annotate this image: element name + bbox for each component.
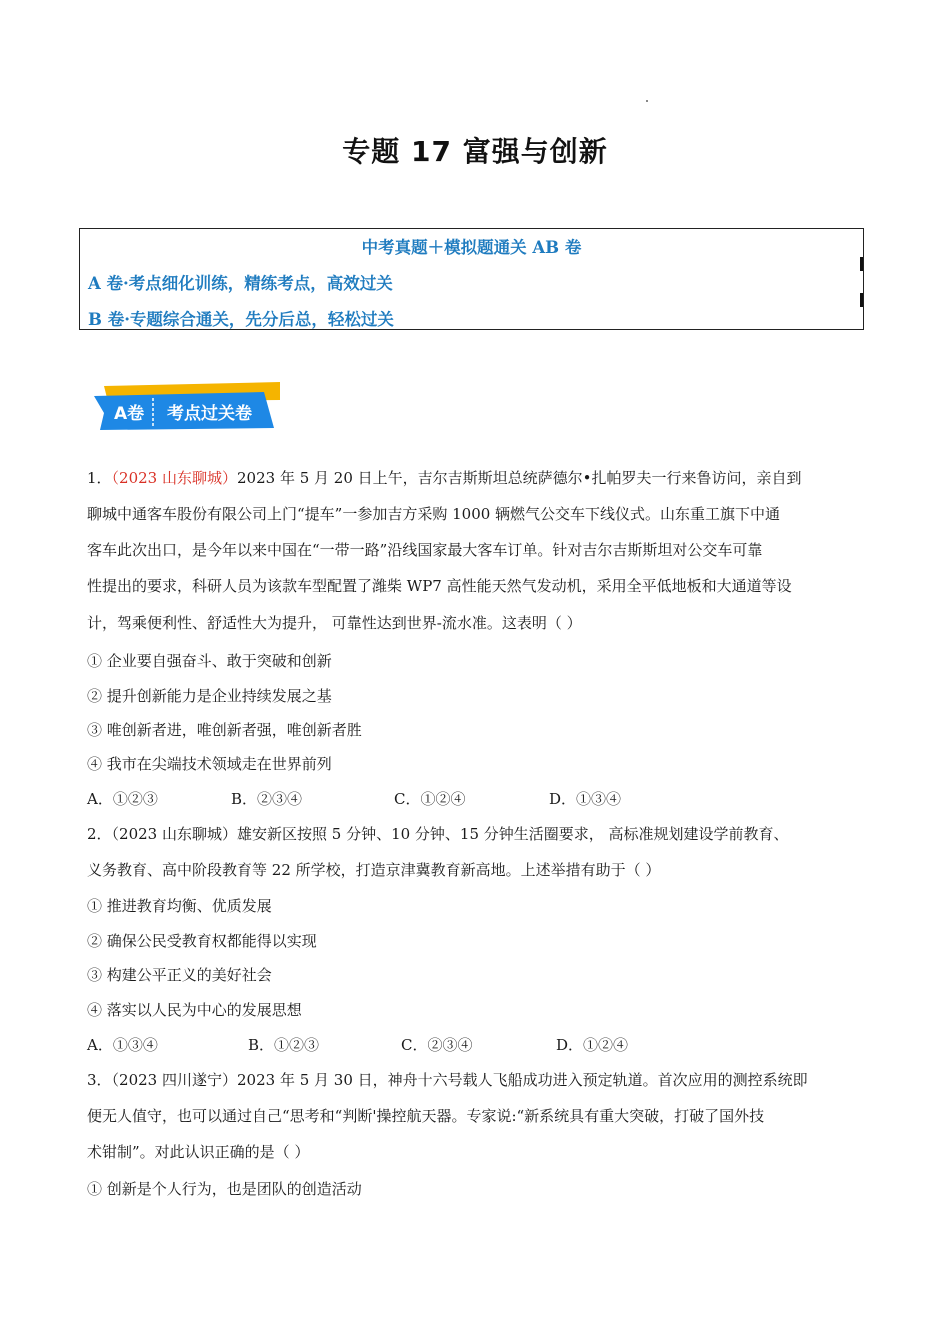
statement-item: ② 提升创新能力是企业持续发展之基 [87, 687, 332, 705]
question-line: 性提出的要求，科研人员为该款车型配置了潍柴 WP7 高性能天然气发动机，采用全平低地板和大通道等设 [87, 577, 792, 595]
question-line: 计，驾乘便利性、舒适性大为提升， 可靠性达到世界-流水准。这表明（ ） [87, 614, 582, 632]
info-line-1: 中考真题＋模拟题通关 AB 卷 [361, 238, 582, 257]
info-line-2: A 卷·考点细化训练，精练考点，高效过关 [88, 274, 393, 293]
info-line-3: B 卷·专题综合通关，先分后总，轻松过关 [88, 310, 394, 329]
option-c[interactable]: C．②③④ [401, 1036, 473, 1054]
question-line: 义务教育、高中阶段教育等 22 所学校，打造京津冀教育新高地。上述举措有助于（ ） [87, 861, 661, 879]
question-text: 2023 年 5 月 30 日，神舟十六号载人飞船成功进入预定轨道。首次应用的测控系统即 [237, 1071, 808, 1089]
statement-item: ① 创新是个人行为，也是团队的创造活动 [87, 1180, 362, 1198]
option-b[interactable]: B．①②③ [248, 1036, 320, 1054]
question-line: 客车此次出口，是今年以来中国在“一带一路”沿线国家最大客车订单。针对吉尔吉斯斯坦对公交车可靠 [87, 541, 763, 559]
page-title: 专题 17 富强与创新 [342, 135, 608, 168]
question-line [87, 468, 802, 488]
question-source: （2023 山东聊城） [111, 825, 237, 843]
statement-item: ④ 落实以人民为中心的发展思想 [87, 1001, 302, 1019]
question-line: 便无人值守，也可以通过自己“思考和“判断'操控航天器。专家说:“新系统具有重大突破，打破了国外技 [87, 1107, 765, 1125]
banner-tag: A卷 [114, 404, 145, 424]
question-line [87, 824, 789, 844]
statement-item: ③ 构建公平正义的美好社会 [87, 966, 272, 984]
question-line [87, 1070, 808, 1090]
option-a[interactable]: A．①③④ [87, 1036, 158, 1054]
stray-dot [646, 100, 648, 102]
question-number: 2． [87, 825, 112, 843]
question-line: 术钳制”。对此认识正确的是（ ） [87, 1143, 310, 1161]
statement-item: ② 确保公民受教育权都能得以实现 [87, 932, 317, 950]
option-c[interactable]: C．①②④ [394, 790, 466, 808]
statement-item: ③ 唯创新者进，唯创新者强，唯创新者胜 [87, 721, 362, 739]
info-box [79, 228, 864, 330]
statement-item: ① 企业要自强奋斗、敢于突破和创新 [87, 652, 332, 670]
option-a[interactable]: A．①②③ [87, 790, 158, 808]
question-text: 雄安新区按照 5 分钟、10 分钟、15 分钟生活圈要求， 高标准规划建设学前教育、 [237, 825, 789, 843]
border-mark [860, 257, 863, 271]
banner-label: 考点过关卷 [167, 404, 252, 424]
option-d[interactable]: D．①②④ [556, 1036, 629, 1054]
option-d[interactable]: D．①③④ [549, 790, 622, 808]
question-source: （2023 山东聊城） [111, 469, 237, 487]
question-number: 3． [87, 1071, 112, 1089]
question-line: 聊城中通客车股份有限公司上门“提车”一参加吉方采购 1000 辆燃气公交车下线仪式。山东重工旗下中通 [87, 505, 781, 523]
statement-item: ④ 我市在尖端技术领域走在世界前列 [87, 755, 332, 773]
question-source: （2023 四川遂宁） [111, 1071, 237, 1089]
option-b[interactable]: B．②③④ [231, 790, 303, 808]
question-number: 1． [87, 469, 112, 487]
statement-item: ① 推进教育均衡、优质发展 [87, 897, 272, 915]
border-mark [860, 293, 863, 307]
question-text: 2023 年 5 月 20 日上午，吉尔吉斯斯坦总统萨德尔•扎帕罗夫一行来鲁访问，亲自到 [237, 469, 802, 487]
